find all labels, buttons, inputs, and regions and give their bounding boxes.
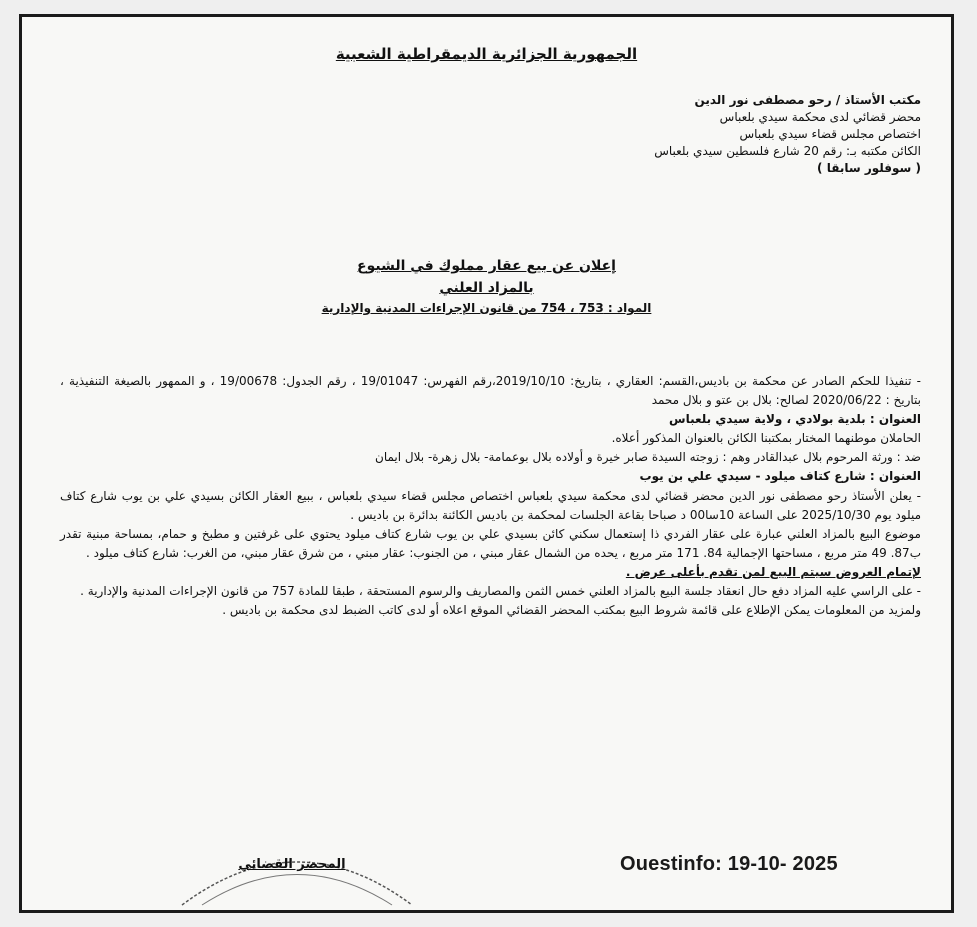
office-line: ( سوفلور سابقا ) — [817, 161, 921, 175]
office-line: مكتب الأستاذ / رحو مصطفى نور الدين — [694, 93, 921, 107]
signature: المحضر القضائي — [238, 857, 346, 872]
source-caption: Ouestinfo: 19-10- 2025 — [620, 853, 838, 875]
body-paragraph: - تنفيذا للحكم الصادر عن محكمة بن باديس،القسم: العقاري ، بتاريخ: 2019/10/10،رقم الفهرس: 19/01047 ، رقم الجدول: 19/00678 ، و الممهور بالصيغة التنفيذية ، بتاريخ : 2020/06/22 لصالح: بلال بن عتو و بلال محمد — [60, 374, 921, 408]
announcement-title-line: إعلان عن بيع عقار مملوك في الشيوع — [357, 258, 616, 274]
body-paragraph: ولمزيد من المعلومات يمكن الإطلاع على قائمة شروط البيع بمكتب المحضر القضائي الموقع اعلاه أو لدى كاتب الضبط لدى محكمة بن باديس . — [222, 603, 921, 618]
office-line: محضر قضائي لدى محكمة سيدي بلعباس — [719, 110, 921, 124]
body-paragraph: لإتمام العروض سيتم البيع لمن تقدم بأعلى عرض . — [625, 564, 921, 579]
office-line: اختصاص مجلس قضاء سيدي بلعباس — [739, 127, 921, 141]
office-line: الكائن مكتبه بـ: رقم 20 شارع فلسطين سيدي بلعباس — [654, 144, 921, 158]
body-paragraph: العنوان : بلدية بولادي ، ولاية سيدي بلعباس — [669, 412, 921, 427]
legal-articles: المواد : 753 ، 754 من قانون الإجراءات المدنية والإدارية — [321, 301, 652, 315]
body-paragraph: موضوع البيع بالمزاد العلني عبارة على عقار الفردي ذا إستعمال سكني كائن بسيدي علي بن يوب شارع كتاف ميلود يحتوي على غرفتين و مطبخ و حمام، بمساحة مبنية تقدر ب87. 49 متر مربع ، مساحتها الإجمالية 84. 171 متر مربع ، يحده من الشمال عقار مبني ، من الجنوب: عقار مبني ، من شرق عقار مبني، من الغرب: شارع كتاف ميلود . — [60, 526, 921, 560]
body-paragraph: الحاملان موطنهما المختار بمكتبنا الكائن بالعنوان المذكور أعلاه. — [611, 431, 921, 446]
republic-title: الجمهورية الجزائرية الديمقراطية الشعبية — [335, 45, 638, 63]
body-paragraph: - على الراسي عليه المزاد دفع حال انعقاد جلسة البيع بالمزاد العلني خمس الثمن والمصاريف والرسوم المستحقة ، طبقا للمادة 757 من قانون الإجراءات المدنية والإدارية . — [80, 584, 921, 599]
announcement-title — [22, 255, 951, 299]
office-header — [421, 92, 921, 177]
body-paragraph: العنوان : شارع كتاف ميلود - سيدي علي بن يوب — [639, 469, 921, 484]
body-paragraph: ضد : ورثة المرحوم بلال عبدالقادر وهم : زوجته السيدة صابر خيرة و أولاده بلال بوعمامة- بلال زهرة- بلال ايمان — [375, 450, 921, 465]
document-frame — [19, 14, 954, 913]
body-paragraph: - يعلن الأستاذ رحو مصطفى نور الدين محضر قضائي لدى محكمة سيدي بلعباس اختصاص مجلس قضاء سيدي بلعباس ، ببيع العقار الكائن بسيدي علي بن يوب شارع كتاف ميلود يوم 2025/10/30 على الساعة 10سا00 د صباحا بقاعة الجلسات لمحكمة بن باديس الكائنة بدائرة بن باديس . — [60, 488, 921, 522]
announcement-title-line: بالمزاد العلني — [439, 280, 534, 296]
stamp-icon — [162, 839, 432, 907]
announcement-body — [60, 372, 921, 620]
